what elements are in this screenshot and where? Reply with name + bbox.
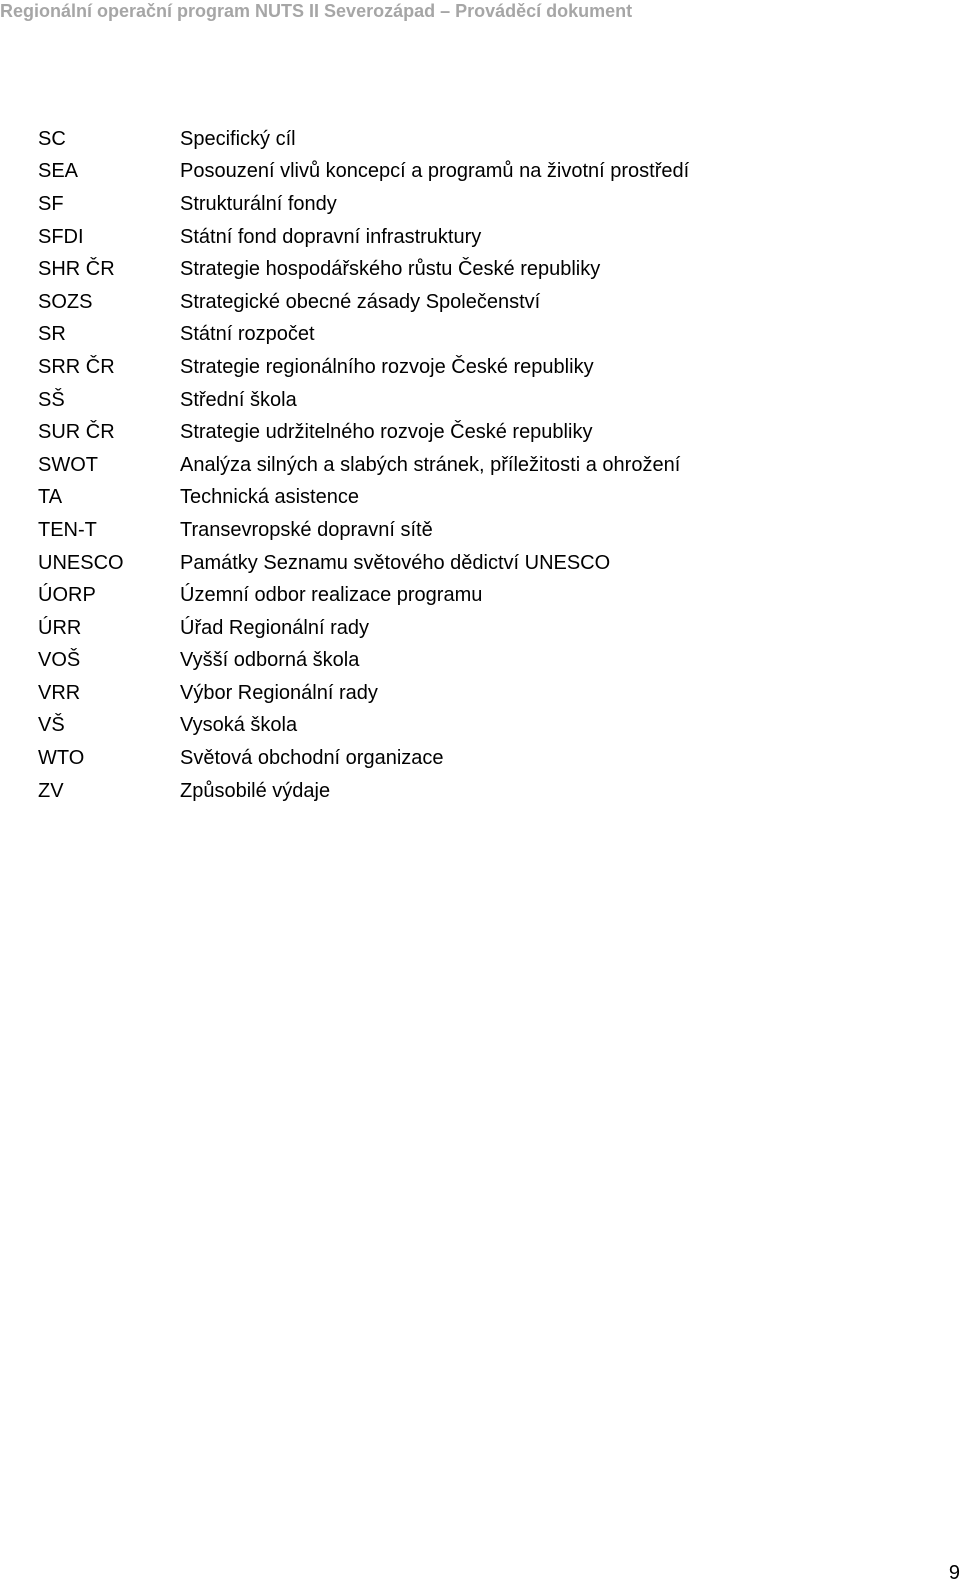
abbreviation-meaning: Strategie udržitelného rozvoje České republiky	[180, 421, 593, 444]
list-item	[38, 482, 938, 515]
list-item	[38, 253, 938, 286]
list-item	[38, 319, 938, 352]
abbreviation-meaning: Vysoká škola	[180, 714, 298, 737]
list-item	[38, 449, 938, 482]
abbreviation-meaning: Strategické obecné zásady Společenství	[180, 290, 541, 313]
list-item	[38, 710, 938, 743]
list-item	[38, 286, 938, 319]
abbreviation-code: SR	[38, 323, 66, 346]
page-number: 9	[948, 1562, 960, 1584]
abbreviation-code: WTO	[38, 747, 85, 770]
abbreviation-code: ZV	[38, 779, 64, 802]
abbreviation-code: SWOT	[38, 453, 98, 476]
abbreviation-meaning: Světová obchodní organizace	[180, 747, 444, 770]
abbreviation-meaning: Specifický cíl	[180, 127, 296, 150]
abbreviation-code: ÚRR	[38, 616, 82, 639]
abbreviation-code: SŠ	[38, 388, 65, 411]
list-item	[38, 188, 938, 221]
list-item	[38, 123, 938, 156]
abbreviation-meaning: Státní rozpočet	[180, 323, 315, 346]
abbreviation-meaning: Strategie regionálního rozvoje České republiky	[180, 355, 594, 378]
abbreviation-meaning: Technická asistence	[180, 486, 359, 509]
abbreviation-code: TEN-T	[38, 518, 97, 541]
abbreviation-meaning: Analýza silných a slabých stránek, příležitosti a ohrožení	[180, 453, 681, 476]
abbreviation-code: ÚORP	[38, 584, 96, 607]
abbreviation-meaning: Strategie hospodářského růstu České republiky	[180, 258, 601, 281]
abbreviation-list	[38, 123, 938, 807]
abbreviation-meaning: Výbor Regionální rady	[180, 681, 378, 704]
list-item	[38, 645, 938, 678]
abbreviation-code: SEA	[38, 160, 79, 183]
list-item	[38, 775, 938, 808]
abbreviation-meaning: Způsobilé výdaje	[180, 779, 331, 802]
abbreviation-code: SC	[38, 127, 66, 150]
list-item	[38, 351, 938, 384]
abbreviation-code: SF	[38, 192, 64, 215]
abbreviation-code: SUR ČR	[38, 421, 115, 444]
list-item	[38, 579, 938, 612]
abbreviation-code: SRR ČR	[38, 355, 115, 378]
abbreviation-meaning: Vyšší odborná škola	[180, 649, 360, 672]
list-item	[38, 677, 938, 710]
list-item	[38, 416, 938, 449]
list-item	[38, 514, 938, 547]
running-header: Regionální operační program NUTS II Severozápad – Prováděcí dokument	[0, 1, 633, 21]
abbreviation-code: SHR ČR	[38, 258, 115, 281]
abbreviation-code: TA	[38, 486, 63, 509]
list-item	[38, 384, 938, 417]
abbreviation-meaning: Strukturální fondy	[180, 192, 337, 215]
abbreviation-code: SFDI	[38, 225, 84, 248]
list-item	[38, 221, 938, 254]
abbreviation-meaning: Posouzení vlivů koncepcí a programů na životní prostředí	[180, 160, 690, 183]
list-item	[38, 547, 938, 580]
abbreviation-meaning: Památky Seznamu světového dědictví UNESCO	[180, 551, 611, 574]
list-item	[38, 156, 938, 189]
abbreviation-meaning: Úřad Regionální rady	[180, 616, 369, 639]
list-item	[38, 742, 938, 775]
abbreviation-meaning: Střední škola	[180, 388, 297, 411]
abbreviation-code: SOZS	[38, 290, 93, 313]
abbreviation-meaning: Státní fond dopravní infrastruktury	[180, 225, 482, 248]
abbreviation-code: UNESCO	[38, 551, 124, 574]
abbreviation-meaning: Transevropské dopravní sítě	[180, 518, 433, 541]
abbreviation-meaning: Územní odbor realizace programu	[180, 584, 483, 607]
abbreviation-code: VRR	[38, 681, 81, 704]
abbreviation-code: VOŠ	[38, 649, 81, 672]
list-item	[38, 612, 938, 645]
abbreviation-code: VŠ	[38, 714, 65, 737]
